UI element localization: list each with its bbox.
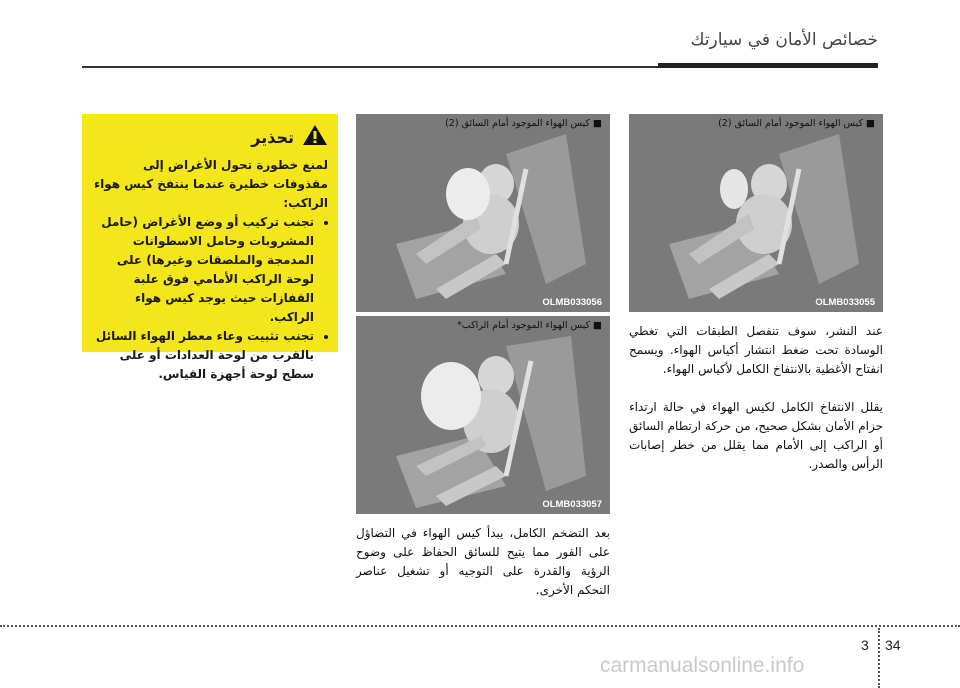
- figure-driver-airbag: [629, 114, 883, 312]
- warning-heading: [92, 124, 328, 150]
- figure-caption: ■ كيس الهواء الموجود أمام السائق (2): [718, 118, 875, 129]
- paragraph-deployment: عند النشر، سوف تنفصل الطبقات التي تغطي الوسادة تحت ضغط انتشار أكياس الهواء. ويسمح انفتاح الأغطية بالانتفاخ الكامل لأكياس الهواء.: [629, 324, 883, 376]
- figure-code: OLMB033056: [542, 297, 602, 308]
- driver-airbag-illustration: [356, 114, 610, 312]
- warning-intro: لمنع خطورة تحول الأغراض إلى مقذوفات خطيرة عندما ينتفخ كيس هواء الراكب:: [93, 158, 328, 210]
- figure-caption: ■ كيس الهواء الموجود أمام الراكب*: [457, 320, 602, 331]
- warning-list: [92, 213, 328, 384]
- figure-code: OLMB033055: [815, 297, 875, 308]
- chapter-number: 3: [861, 637, 869, 653]
- figure-driver-airbag-2: [356, 114, 610, 312]
- warning-item: • تجنب تثبيت وعاء معطر الهواء السائل بالقرب من لوحة العدادات أو على سطح لوحة أجهزة القياس.: [92, 327, 314, 384]
- warning-title: تحذير: [251, 127, 294, 147]
- page-number: 34: [885, 637, 901, 653]
- driver-airbag-illustration: [629, 114, 883, 312]
- page-separator: [878, 628, 880, 688]
- paragraph-deflation: بعد التضخم الكامل، يبدأ كيس الهواء في التضاؤل على الفور مما يتيح للسائق الحفاظ على وضوح الرؤية والقدرة على التوجيه أو تشغيل عناصر التحكم الأخرى.: [356, 526, 610, 597]
- warning-box: [82, 114, 338, 381]
- figure-caption: ■ كيس الهواء الموجود أمام السائق (2): [445, 118, 602, 129]
- paragraph-inflation: يقلل الانتفاخ الكامل لكيس الهواء في حالة ارتداء حزام الأمان بشكل صحيح، من حركة ارتطام السائق أو الراكب إلى الأمام مما يقلل من خطر إصابات الرأس والصدر.: [629, 400, 883, 471]
- watermark: carmanualsonline.info: [600, 654, 805, 677]
- figure-code: OLMB033057: [542, 499, 602, 510]
- header-rule: [82, 66, 878, 68]
- warning-item: • تجنب تركيب أو وضع الأغراض (حامل المشروبات وحامل الاسطوانات المدمجة والملصقات وغيرها) على لوحة الراكب الأمامي فوق علبة القفازات حيث يوجد كيس هواء الراكب.: [92, 213, 314, 327]
- header-title: خصائص الأمان في سيارتك: [690, 30, 878, 50]
- passenger-airbag-illustration: [356, 316, 610, 514]
- footer-rule: [0, 625, 960, 627]
- figure-passenger-airbag: [356, 316, 610, 514]
- warning-icon: [302, 124, 328, 150]
